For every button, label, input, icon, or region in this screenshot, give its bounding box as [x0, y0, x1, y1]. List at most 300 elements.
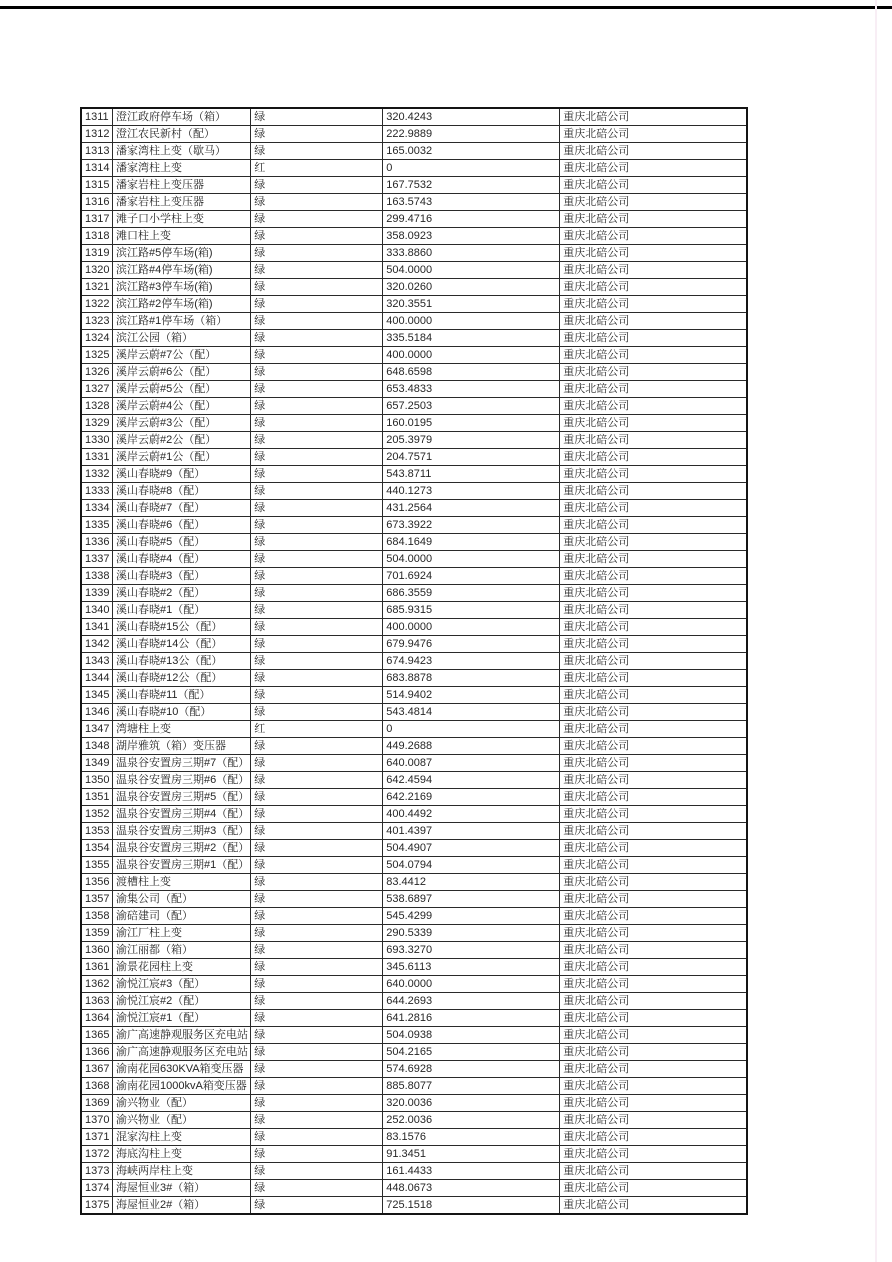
cell-status[interactable]: 绿: [251, 262, 383, 279]
cell-value[interactable]: 543.4814: [383, 704, 560, 721]
cell-row-number[interactable]: 1326: [81, 364, 113, 381]
cell-device-name[interactable]: 湖岸雅筑（箱）变压器: [113, 738, 251, 755]
cell-value[interactable]: 673.3922: [383, 517, 560, 534]
cell-row-number[interactable]: 1362: [81, 976, 113, 993]
cell-company[interactable]: 重庆北碚公司: [560, 313, 748, 330]
cell-value[interactable]: 642.4594: [383, 772, 560, 789]
cell-value[interactable]: 545.4299: [383, 908, 560, 925]
cell-value[interactable]: 83.1576: [383, 1129, 560, 1146]
cell-row-number[interactable]: 1357: [81, 891, 113, 908]
cell-company[interactable]: 重庆北碚公司: [560, 500, 748, 517]
cell-status[interactable]: 绿: [251, 823, 383, 840]
cell-company[interactable]: 重庆北碚公司: [560, 568, 748, 585]
cell-status[interactable]: 绿: [251, 466, 383, 483]
cell-status[interactable]: 绿: [251, 126, 383, 143]
cell-row-number[interactable]: 1358: [81, 908, 113, 925]
cell-company[interactable]: 重庆北碚公司: [560, 449, 748, 466]
cell-company[interactable]: 重庆北碚公司: [560, 687, 748, 704]
cell-device-name[interactable]: 溪山春晓#12公（配）: [113, 670, 251, 687]
cell-company[interactable]: 重庆北碚公司: [560, 738, 748, 755]
cell-status[interactable]: 绿: [251, 1078, 383, 1095]
cell-row-number[interactable]: 1314: [81, 160, 113, 177]
cell-status[interactable]: 绿: [251, 1197, 383, 1215]
cell-value[interactable]: 401.4397: [383, 823, 560, 840]
cell-row-number[interactable]: 1351: [81, 789, 113, 806]
cell-status[interactable]: 绿: [251, 806, 383, 823]
cell-status[interactable]: 绿: [251, 177, 383, 194]
cell-device-name[interactable]: 澄江农民新村（配）: [113, 126, 251, 143]
cell-row-number[interactable]: 1333: [81, 483, 113, 500]
cell-device-name[interactable]: 温泉谷安置房三期#7（配）: [113, 755, 251, 772]
cell-row-number[interactable]: 1366: [81, 1044, 113, 1061]
cell-value[interactable]: 644.2693: [383, 993, 560, 1010]
cell-row-number[interactable]: 1353: [81, 823, 113, 840]
cell-row-number[interactable]: 1360: [81, 942, 113, 959]
cell-row-number[interactable]: 1316: [81, 194, 113, 211]
cell-row-number[interactable]: 1363: [81, 993, 113, 1010]
cell-company[interactable]: 重庆北碚公司: [560, 1027, 748, 1044]
cell-company[interactable]: 重庆北碚公司: [560, 704, 748, 721]
cell-device-name[interactable]: 潘家湾柱上变: [113, 160, 251, 177]
cell-company[interactable]: 重庆北碚公司: [560, 925, 748, 942]
cell-device-name[interactable]: 海峡两岸柱上变: [113, 1163, 251, 1180]
cell-row-number[interactable]: 1356: [81, 874, 113, 891]
cell-company[interactable]: 重庆北碚公司: [560, 466, 748, 483]
cell-status[interactable]: 绿: [251, 143, 383, 160]
cell-status[interactable]: 绿: [251, 568, 383, 585]
cell-value[interactable]: 320.4243: [383, 108, 560, 126]
cell-device-name[interactable]: 渝广高速静观服务区充电站: [113, 1044, 251, 1061]
cell-value[interactable]: 653.4833: [383, 381, 560, 398]
cell-status[interactable]: 绿: [251, 313, 383, 330]
cell-status[interactable]: 绿: [251, 704, 383, 721]
cell-row-number[interactable]: 1347: [81, 721, 113, 738]
cell-company[interactable]: 重庆北碚公司: [560, 517, 748, 534]
cell-device-name[interactable]: 温泉谷安置房三期#3（配）: [113, 823, 251, 840]
cell-company[interactable]: 重庆北碚公司: [560, 108, 748, 126]
cell-device-name[interactable]: 潘家湾柱上变（歇马）: [113, 143, 251, 160]
cell-value[interactable]: 205.3979: [383, 432, 560, 449]
cell-value[interactable]: 640.0000: [383, 976, 560, 993]
cell-company[interactable]: 重庆北碚公司: [560, 653, 748, 670]
cell-value[interactable]: 333.8860: [383, 245, 560, 262]
cell-status[interactable]: 绿: [251, 1163, 383, 1180]
cell-company[interactable]: 重庆北碚公司: [560, 772, 748, 789]
cell-value[interactable]: 91.3451: [383, 1146, 560, 1163]
cell-company[interactable]: 重庆北碚公司: [560, 908, 748, 925]
cell-value[interactable]: 538.6897: [383, 891, 560, 908]
cell-row-number[interactable]: 1335: [81, 517, 113, 534]
cell-status[interactable]: 绿: [251, 687, 383, 704]
cell-device-name[interactable]: 溪岸云蔚#4公（配）: [113, 398, 251, 415]
cell-row-number[interactable]: 1345: [81, 687, 113, 704]
cell-value[interactable]: 683.8878: [383, 670, 560, 687]
cell-status[interactable]: 红: [251, 160, 383, 177]
cell-row-number[interactable]: 1343: [81, 653, 113, 670]
cell-value[interactable]: 504.0938: [383, 1027, 560, 1044]
cell-device-name[interactable]: 溪山春晓#15公（配）: [113, 619, 251, 636]
cell-company[interactable]: 重庆北碚公司: [560, 670, 748, 687]
cell-row-number[interactable]: 1323: [81, 313, 113, 330]
cell-status[interactable]: 绿: [251, 194, 383, 211]
cell-value[interactable]: 725.1518: [383, 1197, 560, 1215]
cell-status[interactable]: 绿: [251, 738, 383, 755]
cell-company[interactable]: 重庆北碚公司: [560, 823, 748, 840]
cell-device-name[interactable]: 溪山春晓#2（配）: [113, 585, 251, 602]
cell-company[interactable]: 重庆北碚公司: [560, 1010, 748, 1027]
cell-row-number[interactable]: 1327: [81, 381, 113, 398]
cell-device-name[interactable]: 渝集公司（配）: [113, 891, 251, 908]
cell-row-number[interactable]: 1312: [81, 126, 113, 143]
cell-device-name[interactable]: 渝兴物业（配）: [113, 1095, 251, 1112]
cell-status[interactable]: 绿: [251, 908, 383, 925]
cell-row-number[interactable]: 1313: [81, 143, 113, 160]
cell-device-name[interactable]: 渝广高速静观服务区充电站: [113, 1027, 251, 1044]
cell-status[interactable]: 绿: [251, 976, 383, 993]
cell-status[interactable]: 绿: [251, 857, 383, 874]
cell-row-number[interactable]: 1341: [81, 619, 113, 636]
cell-status[interactable]: 绿: [251, 364, 383, 381]
cell-company[interactable]: 重庆北碚公司: [560, 806, 748, 823]
cell-company[interactable]: 重庆北碚公司: [560, 415, 748, 432]
cell-status[interactable]: 绿: [251, 1044, 383, 1061]
cell-status[interactable]: 绿: [251, 1061, 383, 1078]
cell-company[interactable]: 重庆北碚公司: [560, 432, 748, 449]
cell-status[interactable]: 红: [251, 721, 383, 738]
cell-value[interactable]: 449.2688: [383, 738, 560, 755]
cell-status[interactable]: 绿: [251, 789, 383, 806]
cell-status[interactable]: 绿: [251, 245, 383, 262]
cell-value[interactable]: 514.9402: [383, 687, 560, 704]
cell-value[interactable]: 684.1649: [383, 534, 560, 551]
cell-row-number[interactable]: 1319: [81, 245, 113, 262]
cell-company[interactable]: 重庆北碚公司: [560, 721, 748, 738]
cell-device-name[interactable]: 滨江路#1停车场（箱）: [113, 313, 251, 330]
cell-device-name[interactable]: 滨江公园（箱）: [113, 330, 251, 347]
cell-company[interactable]: 重庆北碚公司: [560, 177, 748, 194]
cell-status[interactable]: 绿: [251, 228, 383, 245]
cell-row-number[interactable]: 1359: [81, 925, 113, 942]
cell-device-name[interactable]: 溪岸云蔚#1公（配）: [113, 449, 251, 466]
cell-value[interactable]: 400.4492: [383, 806, 560, 823]
cell-device-name[interactable]: 溪山春晓#11（配）: [113, 687, 251, 704]
cell-company[interactable]: 重庆北碚公司: [560, 534, 748, 551]
cell-row-number[interactable]: 1332: [81, 466, 113, 483]
cell-device-name[interactable]: 溪岸云蔚#3公（配）: [113, 415, 251, 432]
cell-value[interactable]: 165.0032: [383, 143, 560, 160]
cell-row-number[interactable]: 1355: [81, 857, 113, 874]
cell-row-number[interactable]: 1325: [81, 347, 113, 364]
cell-row-number[interactable]: 1352: [81, 806, 113, 823]
cell-row-number[interactable]: 1337: [81, 551, 113, 568]
cell-row-number[interactable]: 1374: [81, 1180, 113, 1197]
cell-company[interactable]: 重庆北碚公司: [560, 330, 748, 347]
cell-company[interactable]: 重庆北碚公司: [560, 857, 748, 874]
cell-status[interactable]: 绿: [251, 1146, 383, 1163]
cell-device-name[interactable]: 潘家岩柱上变压器: [113, 194, 251, 211]
cell-device-name[interactable]: 温泉谷安置房三期#1（配）: [113, 857, 251, 874]
cell-status[interactable]: 绿: [251, 1112, 383, 1129]
cell-device-name[interactable]: 渝南花园1000kvA箱变压器: [113, 1078, 251, 1095]
cell-device-name[interactable]: 溪岸云蔚#2公（配）: [113, 432, 251, 449]
cell-company[interactable]: 重庆北碚公司: [560, 585, 748, 602]
cell-row-number[interactable]: 1375: [81, 1197, 113, 1215]
cell-company[interactable]: 重庆北碚公司: [560, 959, 748, 976]
cell-value[interactable]: 0: [383, 721, 560, 738]
cell-device-name[interactable]: 温泉谷安置房三期#2（配）: [113, 840, 251, 857]
cell-value[interactable]: 204.7571: [383, 449, 560, 466]
cell-status[interactable]: 绿: [251, 347, 383, 364]
cell-status[interactable]: 绿: [251, 874, 383, 891]
cell-value[interactable]: 431.2564: [383, 500, 560, 517]
cell-value[interactable]: 345.6113: [383, 959, 560, 976]
cell-status[interactable]: 绿: [251, 551, 383, 568]
cell-row-number[interactable]: 1373: [81, 1163, 113, 1180]
cell-value[interactable]: 640.0087: [383, 755, 560, 772]
cell-value[interactable]: 400.0000: [383, 619, 560, 636]
cell-status[interactable]: 绿: [251, 517, 383, 534]
cell-value[interactable]: 440.1273: [383, 483, 560, 500]
cell-device-name[interactable]: 溪山春晓#13公（配）: [113, 653, 251, 670]
cell-row-number[interactable]: 1365: [81, 1027, 113, 1044]
cell-device-name[interactable]: 溪岸云蔚#5公（配）: [113, 381, 251, 398]
cell-status[interactable]: 绿: [251, 279, 383, 296]
cell-status[interactable]: 绿: [251, 636, 383, 653]
cell-device-name[interactable]: 溪山春晓#6（配）: [113, 517, 251, 534]
cell-value[interactable]: 679.9476: [383, 636, 560, 653]
cell-company[interactable]: 重庆北碚公司: [560, 364, 748, 381]
cell-status[interactable]: 绿: [251, 398, 383, 415]
cell-value[interactable]: 686.3559: [383, 585, 560, 602]
cell-row-number[interactable]: 1367: [81, 1061, 113, 1078]
cell-device-name[interactable]: 溪山春晓#1（配）: [113, 602, 251, 619]
cell-row-number[interactable]: 1328: [81, 398, 113, 415]
cell-company[interactable]: 重庆北碚公司: [560, 874, 748, 891]
cell-company[interactable]: 重庆北碚公司: [560, 840, 748, 857]
cell-row-number[interactable]: 1334: [81, 500, 113, 517]
cell-status[interactable]: 绿: [251, 653, 383, 670]
cell-company[interactable]: 重庆北碚公司: [560, 755, 748, 772]
cell-row-number[interactable]: 1339: [81, 585, 113, 602]
cell-device-name[interactable]: 渝兴物业（配）: [113, 1112, 251, 1129]
cell-row-number[interactable]: 1349: [81, 755, 113, 772]
cell-row-number[interactable]: 1329: [81, 415, 113, 432]
cell-value[interactable]: 358.0923: [383, 228, 560, 245]
cell-device-name[interactable]: 渝南花园630KVA箱变压器: [113, 1061, 251, 1078]
cell-status[interactable]: 绿: [251, 670, 383, 687]
cell-row-number[interactable]: 1331: [81, 449, 113, 466]
cell-row-number[interactable]: 1317: [81, 211, 113, 228]
cell-device-name[interactable]: 滨江路#3停车场(箱): [113, 279, 251, 296]
cell-company[interactable]: 重庆北碚公司: [560, 551, 748, 568]
cell-company[interactable]: 重庆北碚公司: [560, 602, 748, 619]
cell-device-name[interactable]: 溪山春晓#9（配）: [113, 466, 251, 483]
cell-value[interactable]: 83.4412: [383, 874, 560, 891]
cell-status[interactable]: 绿: [251, 1180, 383, 1197]
cell-company[interactable]: 重庆北碚公司: [560, 1044, 748, 1061]
cell-row-number[interactable]: 1368: [81, 1078, 113, 1095]
cell-row-number[interactable]: 1336: [81, 534, 113, 551]
cell-device-name[interactable]: 渝悦江宸#1（配）: [113, 1010, 251, 1027]
cell-value[interactable]: 504.0000: [383, 551, 560, 568]
cell-status[interactable]: 绿: [251, 381, 383, 398]
cell-device-name[interactable]: 溪山春晓#3（配）: [113, 568, 251, 585]
cell-row-number[interactable]: 1370: [81, 1112, 113, 1129]
cell-device-name[interactable]: 渝碚建司（配）: [113, 908, 251, 925]
cell-device-name[interactable]: 渝悦江宸#3（配）: [113, 976, 251, 993]
cell-row-number[interactable]: 1321: [81, 279, 113, 296]
cell-company[interactable]: 重庆北碚公司: [560, 296, 748, 313]
cell-status[interactable]: 绿: [251, 772, 383, 789]
cell-company[interactable]: 重庆北碚公司: [560, 1129, 748, 1146]
cell-status[interactable]: 绿: [251, 619, 383, 636]
cell-status[interactable]: 绿: [251, 211, 383, 228]
cell-value[interactable]: 161.4433: [383, 1163, 560, 1180]
cell-value[interactable]: 504.0794: [383, 857, 560, 874]
cell-status[interactable]: 绿: [251, 483, 383, 500]
cell-row-number[interactable]: 1311: [81, 108, 113, 126]
cell-device-name[interactable]: 渝江厂柱上变: [113, 925, 251, 942]
cell-value[interactable]: 290.5339: [383, 925, 560, 942]
cell-status[interactable]: 绿: [251, 755, 383, 772]
cell-status[interactable]: 绿: [251, 449, 383, 466]
cell-value[interactable]: 400.0000: [383, 313, 560, 330]
cell-status[interactable]: 绿: [251, 1027, 383, 1044]
cell-row-number[interactable]: 1342: [81, 636, 113, 653]
cell-value[interactable]: 163.5743: [383, 194, 560, 211]
cell-value[interactable]: 320.3551: [383, 296, 560, 313]
cell-company[interactable]: 重庆北碚公司: [560, 245, 748, 262]
cell-company[interactable]: 重庆北碚公司: [560, 1078, 748, 1095]
cell-status[interactable]: 绿: [251, 1010, 383, 1027]
cell-status[interactable]: 绿: [251, 1095, 383, 1112]
cell-value[interactable]: 320.0036: [383, 1095, 560, 1112]
cell-company[interactable]: 重庆北碚公司: [560, 1095, 748, 1112]
cell-value[interactable]: 320.0260: [383, 279, 560, 296]
cell-row-number[interactable]: 1330: [81, 432, 113, 449]
cell-device-name[interactable]: 溪山春晓#4（配）: [113, 551, 251, 568]
cell-value[interactable]: 674.9423: [383, 653, 560, 670]
cell-company[interactable]: 重庆北碚公司: [560, 636, 748, 653]
cell-device-name[interactable]: 澄江政府停车场（箱）: [113, 108, 251, 126]
cell-row-number[interactable]: 1369: [81, 1095, 113, 1112]
cell-value[interactable]: 685.9315: [383, 602, 560, 619]
cell-value[interactable]: 252.0036: [383, 1112, 560, 1129]
cell-company[interactable]: 重庆北碚公司: [560, 1112, 748, 1129]
cell-company[interactable]: 重庆北碚公司: [560, 143, 748, 160]
cell-company[interactable]: 重庆北碚公司: [560, 891, 748, 908]
cell-value[interactable]: 657.2503: [383, 398, 560, 415]
cell-value[interactable]: 648.6598: [383, 364, 560, 381]
cell-device-name[interactable]: 海屋恒业3#（箱）: [113, 1180, 251, 1197]
cell-row-number[interactable]: 1371: [81, 1129, 113, 1146]
cell-device-name[interactable]: 滨江路#2停车场(箱): [113, 296, 251, 313]
cell-status[interactable]: 绿: [251, 925, 383, 942]
cell-value[interactable]: 574.6928: [383, 1061, 560, 1078]
cell-row-number[interactable]: 1340: [81, 602, 113, 619]
cell-row-number[interactable]: 1344: [81, 670, 113, 687]
cell-value[interactable]: 642.2169: [383, 789, 560, 806]
cell-value[interactable]: 693.3270: [383, 942, 560, 959]
cell-value[interactable]: 335.5184: [383, 330, 560, 347]
cell-status[interactable]: 绿: [251, 432, 383, 449]
cell-row-number[interactable]: 1315: [81, 177, 113, 194]
cell-company[interactable]: 重庆北碚公司: [560, 789, 748, 806]
cell-row-number[interactable]: 1372: [81, 1146, 113, 1163]
cell-device-name[interactable]: 溪岸云蔚#6公（配）: [113, 364, 251, 381]
cell-company[interactable]: 重庆北碚公司: [560, 1180, 748, 1197]
cell-device-name[interactable]: 混家沟柱上变: [113, 1129, 251, 1146]
cell-company[interactable]: 重庆北碚公司: [560, 976, 748, 993]
cell-device-name[interactable]: 滩口柱上变: [113, 228, 251, 245]
cell-status[interactable]: 绿: [251, 108, 383, 126]
cell-company[interactable]: 重庆北碚公司: [560, 619, 748, 636]
cell-company[interactable]: 重庆北碚公司: [560, 194, 748, 211]
cell-status[interactable]: 绿: [251, 942, 383, 959]
cell-value[interactable]: 0: [383, 160, 560, 177]
cell-company[interactable]: 重庆北碚公司: [560, 126, 748, 143]
cell-device-name[interactable]: 渝江丽都（箱）: [113, 942, 251, 959]
cell-device-name[interactable]: 渝景花园柱上变: [113, 959, 251, 976]
cell-device-name[interactable]: 潘家岩柱上变压器: [113, 177, 251, 194]
cell-device-name[interactable]: 海屋恒业2#（箱）: [113, 1197, 251, 1215]
cell-device-name[interactable]: 滨江路#4停车场(箱): [113, 262, 251, 279]
cell-value[interactable]: 641.2816: [383, 1010, 560, 1027]
cell-device-name[interactable]: 湾塘柱上变: [113, 721, 251, 738]
cell-row-number[interactable]: 1324: [81, 330, 113, 347]
cell-value[interactable]: 400.0000: [383, 347, 560, 364]
cell-value[interactable]: 448.0673: [383, 1180, 560, 1197]
cell-company[interactable]: 重庆北碚公司: [560, 211, 748, 228]
cell-device-name[interactable]: 溪岸云蔚#7公（配）: [113, 347, 251, 364]
cell-status[interactable]: 绿: [251, 415, 383, 432]
cell-row-number[interactable]: 1354: [81, 840, 113, 857]
cell-row-number[interactable]: 1361: [81, 959, 113, 976]
cell-device-name[interactable]: 溪山春晓#10（配）: [113, 704, 251, 721]
cell-device-name[interactable]: 溪山春晓#5（配）: [113, 534, 251, 551]
cell-value[interactable]: 222.9889: [383, 126, 560, 143]
cell-device-name[interactable]: 温泉谷安置房三期#6（配）: [113, 772, 251, 789]
cell-company[interactable]: 重庆北碚公司: [560, 1146, 748, 1163]
cell-status[interactable]: 绿: [251, 1129, 383, 1146]
cell-status[interactable]: 绿: [251, 330, 383, 347]
cell-company[interactable]: 重庆北碚公司: [560, 381, 748, 398]
cell-value[interactable]: 504.0000: [383, 262, 560, 279]
cell-value[interactable]: 543.8711: [383, 466, 560, 483]
cell-status[interactable]: 绿: [251, 602, 383, 619]
cell-company[interactable]: 重庆北碚公司: [560, 262, 748, 279]
cell-device-name[interactable]: 温泉谷安置房三期#4（配）: [113, 806, 251, 823]
cell-device-name[interactable]: 溪山春晓#14公（配）: [113, 636, 251, 653]
cell-value[interactable]: 885.8077: [383, 1078, 560, 1095]
cell-company[interactable]: 重庆北碚公司: [560, 398, 748, 415]
cell-value[interactable]: 167.7532: [383, 177, 560, 194]
cell-device-name[interactable]: 滨江路#5停车场(箱): [113, 245, 251, 262]
cell-company[interactable]: 重庆北碚公司: [560, 228, 748, 245]
cell-company[interactable]: 重庆北碚公司: [560, 483, 748, 500]
cell-company[interactable]: 重庆北碚公司: [560, 347, 748, 364]
cell-company[interactable]: 重庆北碚公司: [560, 942, 748, 959]
cell-row-number[interactable]: 1318: [81, 228, 113, 245]
cell-row-number[interactable]: 1364: [81, 1010, 113, 1027]
cell-company[interactable]: 重庆北碚公司: [560, 1163, 748, 1180]
cell-device-name[interactable]: 温泉谷安置房三期#5（配）: [113, 789, 251, 806]
cell-status[interactable]: 绿: [251, 585, 383, 602]
cell-status[interactable]: 绿: [251, 534, 383, 551]
cell-device-name[interactable]: 渝悦江宸#2（配）: [113, 993, 251, 1010]
cell-value[interactable]: 299.4716: [383, 211, 560, 228]
cell-row-number[interactable]: 1320: [81, 262, 113, 279]
